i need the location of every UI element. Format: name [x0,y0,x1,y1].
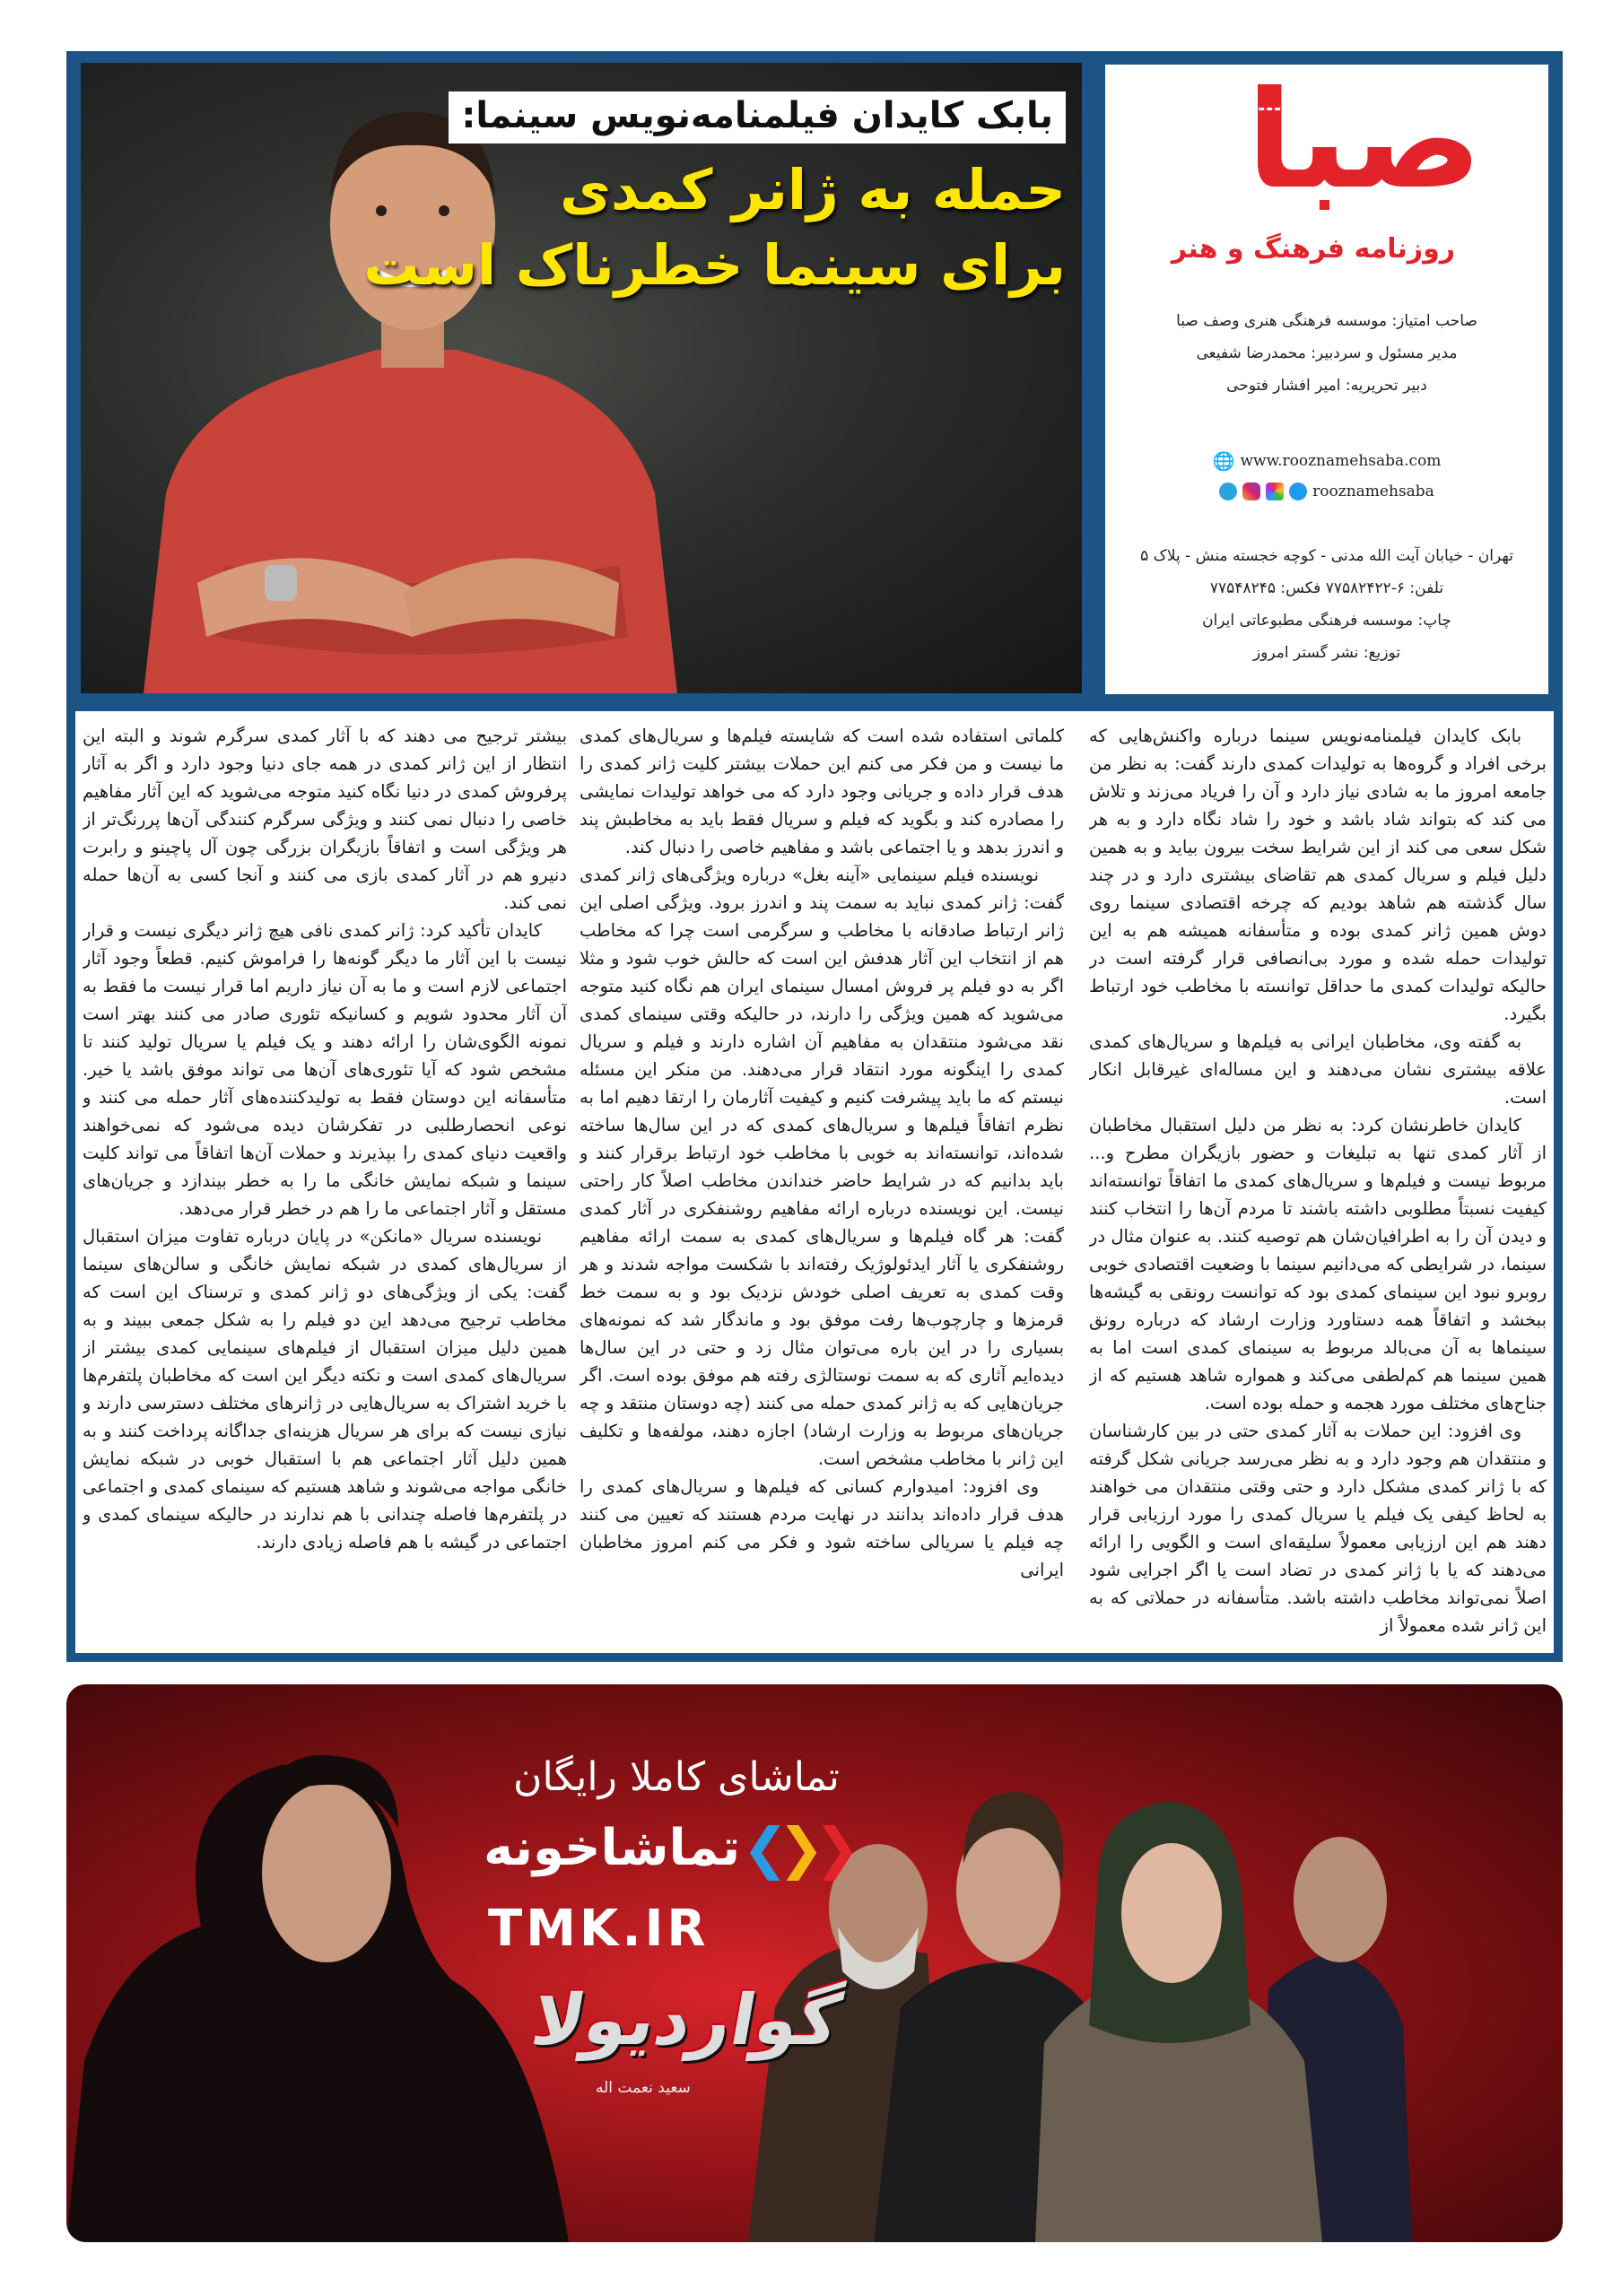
ad-brand-logo [484,1814,861,1881]
logo-wordmark: صبا [1246,63,1482,219]
website-link[interactable]: www.rooznamehsaba.com [1240,452,1442,470]
headline-line: برای سینما خطرناک است [363,232,1066,298]
paragraph: وی افزود: این حملات به آثار کمدی حتی در بین کارشناسان و منتقدان هم وجود دارد و به نظر می‌رسد جریانی شکل گرفته که با ژانر کمدی مشکل دارد و حتی وقتی منتقدان می خواهند به لحاظ کیفی یک فیلم یا سریال کمدی را مورد ارزیابی قرار دهند هم این ارزیابی معمولاً سلیقه‌ای است و الگویی را ارائه می‌دهند که یا با ژانر کمدی در تضاد است یا اگر اجرایی شود اصلاً نمی‌تواند مخاطب داشته باشد. متأسفانه در حملاتی که به این ژانر شده معمولاً از [1089,1421,1547,1636]
article-column-1 [1089,722,1547,1646]
web-contacts [1105,446,1548,507]
paragraph: نویسنده فیلم سینمایی «آینه بغل» درباره ویژگی‌های ژانر کمدی گفت: ژانر کمدی نباید به سمت پند و اندرز برود. ویژگی اصلی این ژانر ارتباط صادقانه با مخاطب و سرگرمی است چرا که مخاطب هم از انتخاب این آثار هدفش این است که حالش خوب شود و مثلا اگر به دو فیلم پر فروش امسال سینمای ایران هم نگاه کنید متوجه می‌شوید که همین ویژگی را دارند، در حالیکه وقتی سینمای کمدی نقد می‌شود منتقدان به مفاهیم آن اشاره دارند و فیلم و سریال کمدی را اینگونه مورد انتقاد قرار می‌دهند. من منکر این مسئله نیستم که ما باید پیشرفت کنیم و کیفیت آثارمان را ارتقا دهیم اما به نظرم اتفاقاً فیلم‌ها و سریال‌های کمدی که در این سال‌ها ساخته شده‌اند، توانسته‌اند به خوبی با مخاطب خود ارتباط برقرار کنند و باید بدانیم که در شرایط حاضر خنداندن مخاطب اصلاً کار راحتی نیست. این نویسنده درباره ارائه مفاهیم روشنفکری در آثار کمدی گفت: هر گاه فیلم‌ها و سریال‌های کمدی به سمت ارائه مفاهیم روشنفکری یا آثار ایدئولوژیک رفته‌اند با شکست مواجه شدند و هر وقت کمدی به تعریف اصلی خودش نزدیک بود و به سمت خط قرمزها و چارچوب‌ها رفت موفق بود و ماندگار شد که نمونه‌های بسیاری را در این باره می‌توان مثال زد و حتی در این سال‌ها دیده‌ایم آثاری که به سمت نوستالژی رفته هم موفق بوده است. اگر جریان‌هایی که به ژانر کمدی حمله می کنند (چه دوستان منتقد و چه جریان‌های مربوط به وزارت ارشاد) اجازه دهند، مولفه‌ها و تکلیف این ژانر با مخاطب مشخص است. [580,865,1064,1469]
paragraph: بیشتر ترجیح می دهند که با آثار کمدی سرگرم شوند و البته این انتظار از این ژانر کمدی در همه جای دنیا وجود دارد و اگر به آثار پرفروش کمدی در دنیا نگاه کنید متوجه می‌شوید که این آثار مفاهیم خاصی را دنبال نمی کنند و ویژگی سرگرم کنندگی آن‌ها پررنگ‌تر از هر ویژگی است و اتفاقاً بازیگران بزرگی چون آل پاچینو و رابرت دنیرو هم در آثار کمدی بازی می کنند و آنجا کسی به آن‌ها حمله نمی کند. [83,726,567,913]
headline-line: حمله به ژانر کمدی [560,157,1066,222]
address-line: تهران - خیابان آیت الله مدنی - کوچه خجسته منش - پلاک ۵ [1140,547,1513,565]
paragraph: کایدان خاطرنشان کرد: به نظر من دلیل استقبال مخاطبان از آثار کمدی تنها به تبلیغات و حضور بازیگران مطرح و... مربوط نیست و فیلم‌ها و سریال‌های کمدی ما اتفاقاً توانسته‌اند کیفیت نسبتاً مطلوبی داشته باشند تا مردم آن‌ها را انتخاب کنند و دیدن آن را به اطرافیان‌شان هم توصیه کنند. به عنوان مثال در سینما، در شرایطی که می‌دانیم سینما با وضعیت اقتصادی خوبی روبرو نبود این سینمای کمدی بود که توانست رونقی به گیشه‌ها ببخشد و اتفاقاً همه دستاورد وزارت ارشاد که درباره رونق سینماها به آن می‌بالد مربوط به سینمای کمدی است اما به همین سینما هم کم‌لطفی می‌کند و همواره شاهد هستیم که از جناح‌های مختلف مورد هجمه و حمله بوده است. [1089,1115,1547,1413]
advertisement-banner[interactable] [66,1684,1563,2242]
telegram-icon[interactable] [1219,483,1237,500]
film-strip-decoration [1195,108,1464,121]
rubika-icon[interactable] [1266,483,1284,500]
phone-line: تلفن: ۶-۷۷۵۸۲۴۲۲ فکس: ۷۷۵۴۸۲۴۵ [1209,579,1444,597]
editor-line: مدیر مسئول و سردبیر: محمدرضا شفیعی [1196,344,1458,362]
ad-brand-name: تماشاخونه [484,1819,741,1877]
article-kicker: بابک کایدان فیلمنامه‌نویس سینما: [449,91,1066,144]
paragraph: کلماتی استفاده شده است که شایسته فیلم‌ها و سریال‌های کمدی ما نیست و من فکر می کنم این حملات بیشتر کلیت ژانر کمدی را هدف قرار داده و جریانی وجود دارد که می خواهد تولیدات نمایشی را مصادره کند و بگوید که فیلم و سریال فقط باید به مخاطبش پند و اندرز بدهد و یا اجتماعی باشد و مفاهیم خاصی را دنبال کند. [580,726,1064,857]
paragraph: به گفته وی، مخاطبان ایرانی به فیلم‌ها و سریال‌های کمدی علاقه بیشتری نشان می‌دهند و این مساله‌ای غیرقابل انکار است. [1089,1031,1547,1108]
chief-editor-line: دبیر تحریریه: امیر افشار فتوحی [1226,377,1427,395]
masthead [1105,65,1548,694]
series-title-logo: گواردیولا [526,1980,848,2061]
newspaper-logo [1141,63,1518,278]
paragraph: نویسنده سریال «مانکن» در پایان درباره تفاوت میزان استقبال از سریال‌های کمدی در شبکه نمایش خانگی و سالن‌های سینما گفت: یکی از ویژگی‌های دو ژانر کمدی و ترسناک این است که مخاطب ترجیح می‌دهد این دو فیلم را به شکل جمعی ببیند و به همین دلیل میزان استقبال از فیلم‌های سینمایی کمدی بیشتر از سریال‌های کمدی است و نکته دیگر این است که مخاطبان پلتفرم‌ها با خرید اشتراک به سریال‌هایی در ژانرهای مختلف دسترسی دارند و نیازی نیست که برای هر سریال هزینه‌ای جداگانه پرداخت کنند و به همین دلیل آثار اجتماعی هم با استقبال خوبی در شبکه نمایش خانگی مواجه می‌شوند و شاهد هستیم که سینمای کمدی و اجتماعی در پلتفرم‌ها فاصله چندانی با هم ندارند در حالیکه سینمای کمدی و اجتماعی در گیشه با هم فاصله زیادی دارند. [83,1226,567,1552]
twitter-icon[interactable] [1289,483,1307,500]
paragraph: وی افزود: امیدوارم کسانی که فیلم‌ها و سریال‌های کمدی را هدف قرار داده‌اند بدانند در نهایت مردم هستند که تعیین می کنند چه فیلم یا سریالی ساخته شود و فکر می کنم امروز مخاطبان ایرانی [580,1476,1064,1580]
address-block [1105,540,1548,669]
chevron-logo-icon: ❮ ❯ ❯ [742,1814,861,1881]
social-handle[interactable]: rooznamehsaba [1312,483,1434,500]
article-column-3 [83,722,567,1646]
printer-line: چاپ: موسسه فرهنگی مطبوعاتی ایران [1202,612,1451,630]
publisher-line: صاحب امتیاز: موسسه فرهنگی هنری وصف صبا [1176,312,1477,330]
ad-tagline: تماشای کاملا رایگان [513,1754,840,1800]
article-headline [363,152,1066,303]
instagram-icon[interactable] [1242,483,1260,500]
distribution-line: توزیع: نشر گستر امروز [1252,644,1401,662]
staff-credits [1105,305,1548,402]
ad-url[interactable]: TMK.IR [488,1900,710,1958]
series-director: سعید نعمت اله [596,2079,691,2097]
article-column-2 [580,722,1064,1646]
article-photo-panel [81,63,1082,693]
paragraph: بابک کایدان فیلمنامه‌نویس سینما درباره واکنش‌هایی که برخی افراد و گروه‌ها به تولیدات کمدی دارند گفت: به نظر من جامعه امروز ما به شادی نیاز دارد و آن را فریاد می‌زند و تلاش می کند که بتواند شاد باشد و خود را شاد نگاه دارد و به هر شکل سعی می کند از این شرایط سخت بیرون بیاید و به همین دلیل فیلم و سریال کمدی هم تقاضای بیشتری دارد و در چند سال گذشته هم شاهد بودیم که چرخه اقتصادی سینما روی دوش همین ژانر کمدی بوده و متأسفانه همیشه هم به این تولیدات حمله شده و مورد بی‌انصافی قرار گرفته است در حالیکه تولیدات کمدی ما حداقل توانسته با مخاطب خود ارتباط بگیرد. [1089,726,1547,1024]
logo-subtitle: روزنامه فرهنگ و هنر [1171,233,1455,265]
article-body [75,711,1554,1653]
globe-icon: 🌐 [1212,450,1235,472]
paragraph: کایدان تأکید کرد: ژانر کمدی نافی هیچ ژانر دیگری نیست و قرار نیست با این آثار ما دیگر گونه‌ها را فراموش کنیم. قطعاً وجود آثار اجتماعی لازم است و ما به آن نیاز داریم اما قرار نیست ما فقط به آن آثار محدود شویم و کسانیکه تئوری صادر می کنند بهتر است نمونه الگوی‌شان را ارائه دهند و یک فیلم یا سریال تولید کنند تا مشخص شود که آیا تئوری‌های آن‌ها می تواند موفق باشد یا خیر. متأسفانه این دوستان فقط به تولیدکننده‌های آثار حمله می کنند و نوعی انحصارطلبی در تفکرشان دیده می‌شود که نمی‌خواهند واقعیت دنیای کمدی را بپذیرند و حملات آن‌ها اتفاقاً می تواند کلیت سینما و شبکه نمایش خانگی ما را به خطر بیندازد و جریان‌های مستقل و آثار اجتماعی ما را هم در خطر قرار می‌دهد. [83,920,567,1219]
